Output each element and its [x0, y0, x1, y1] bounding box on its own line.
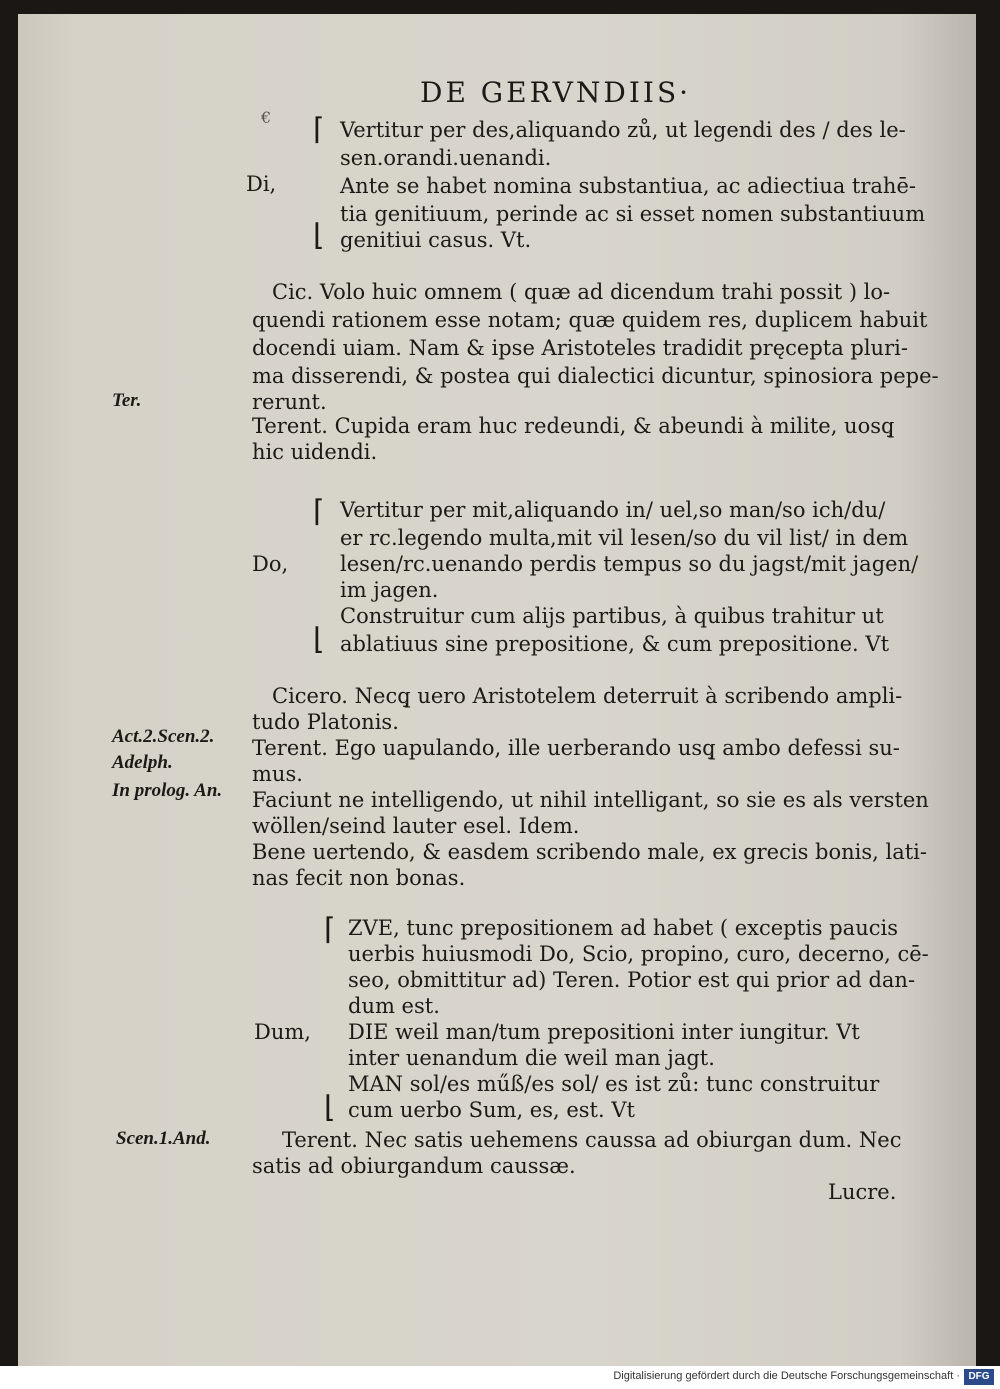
do-line-2: er rc.legendo multa,mit vil lesen/so du vil list/ in dem [340, 526, 909, 550]
book-page [18, 14, 976, 1366]
margin-note-adelph: Adelph. [112, 752, 173, 773]
dum-line-5: DIE weil man/tum prepositioni inter iungitur. Vt [348, 1020, 860, 1044]
cicero-line-2: tudo Platonis. [252, 710, 399, 734]
margin-note-scen: Scen.1.And. [116, 1128, 211, 1149]
dum-line-6: inter uenandum die weil man jagt. [348, 1046, 715, 1070]
dum-line-8: cum uerbo Sum, es, est. Vt [348, 1098, 635, 1122]
di-line-1: Vertitur per des,aliquando zů, ut legendi des / des le- [340, 118, 906, 142]
dum-label: Dum, [254, 1020, 311, 1044]
bracket-top: ⌈ [324, 912, 336, 947]
dum-line-2: uerbis huiusmodi Do, Scio, propino, curo, decerno, cē- [348, 942, 929, 966]
di-line-5: genitiui casus. Vt. [340, 228, 532, 252]
do-line-6: ablatiuus sine prepositione, & cum prepositione. Vt [340, 632, 890, 656]
digitization-footer [0, 1366, 1000, 1389]
cic-line-3: docendi uiam. Nam & ipse Aristoteles tradidit pręcepta pluri- [252, 336, 908, 360]
dum-line-3: seo, obmittitur ad) Teren. Potior est qui prior ad dan- [348, 968, 916, 992]
catchword: Lucre. [828, 1180, 897, 1204]
terent-line-1: Terent. Nec satis uehemens caussa ad obiurgan dum. Nec [282, 1128, 902, 1152]
di-line-4: tia genitiuum, perinde ac si esset nomen substantiuum [340, 202, 926, 226]
dum-line-4: dum est. [348, 994, 440, 1018]
do-line-1: Vertitur per mit,aliquando in/ uel,so man/so ich/du/ [340, 498, 886, 522]
cicero-line-4: mus. [252, 762, 303, 786]
bracket-bottom: ⌊ [313, 218, 325, 253]
di-line-2: sen.orandi.uenandi. [340, 146, 552, 170]
bracket-top: ⌈ [313, 112, 325, 147]
cic-line-7: hic uidendi. [252, 440, 378, 464]
do-line-4: im jagen. [340, 578, 439, 602]
page-mark: € [261, 108, 272, 127]
cicero-line-6: wöllen/seind lauter esel. Idem. [252, 814, 580, 838]
footer-credit: Digitalisierung gefördert durch die Deutsche Forschungsgemeinschaft · [613, 1370, 960, 1382]
terent-line-2: satis ad obiurgandum caussæ. [252, 1154, 576, 1178]
dfg-logo: DFG [964, 1369, 994, 1385]
cic-line-4: ma disserendi, & postea qui dialectici dicuntur, spinosiora pepe- [252, 364, 939, 388]
cicero-line-3: Terent. Ego uapulando, ille uerberando usq̧ ambo defessi su- [252, 736, 900, 760]
bracket-bottom: ⌊ [313, 622, 325, 657]
bracket-bottom: ⌊ [324, 1090, 336, 1125]
margin-note-ter: Ter. [112, 390, 142, 411]
cic-line-2: quendi rationem esse notam; quæ quidem res, duplicem habuit [252, 308, 928, 332]
di-line-3: Ante se habet nomina substantiua, ac adiectiua trahē- [340, 174, 916, 198]
dum-line-1: ZVE, tunc prepositionem ad habet ( exceptis paucis [348, 916, 898, 940]
cicero-line-8: nas fecit non bonas. [252, 866, 466, 890]
cicero-line-5: Faciunt ne intelligendo, ut nihil intelligant, so sie es als versten [252, 788, 929, 812]
margin-note-act: Act.2.Scen.2. [112, 726, 215, 747]
cic-line-1: Cic. Volo huic omnem ( quæ ad dicendum trahi possit ) lo- [272, 280, 891, 304]
do-line-3: lesen/rc.uenando perdis tempus so du jagst/mit jagen/ [340, 552, 919, 576]
cic-line-5: rerunt. [252, 390, 327, 414]
do-line-5: Construitur cum alijs partibus, à quibus trahitur ut [340, 604, 884, 628]
margin-note-prolog: In prolog. An. [112, 780, 223, 801]
running-title: DE GERVNDIIS· [420, 76, 692, 109]
cic-line-6: Terent. Cupida eram huc redeundi, & abeundi à milite, uosq̧ [252, 414, 895, 438]
di-label: Di, [246, 172, 277, 196]
bracket-top: ⌈ [313, 494, 325, 529]
dum-line-7: MAN sol/es műß/es sol/ es ist zů: tunc construitur [348, 1072, 880, 1096]
do-label: Do, [252, 552, 289, 576]
cicero-line-1: Cicero. Necq̧ uero Aristotelem deterruit à scribendo ampli- [272, 684, 903, 708]
cicero-line-7: Bene uertendo, & easdem scribendo male, ex grecis bonis, lati- [252, 840, 927, 864]
